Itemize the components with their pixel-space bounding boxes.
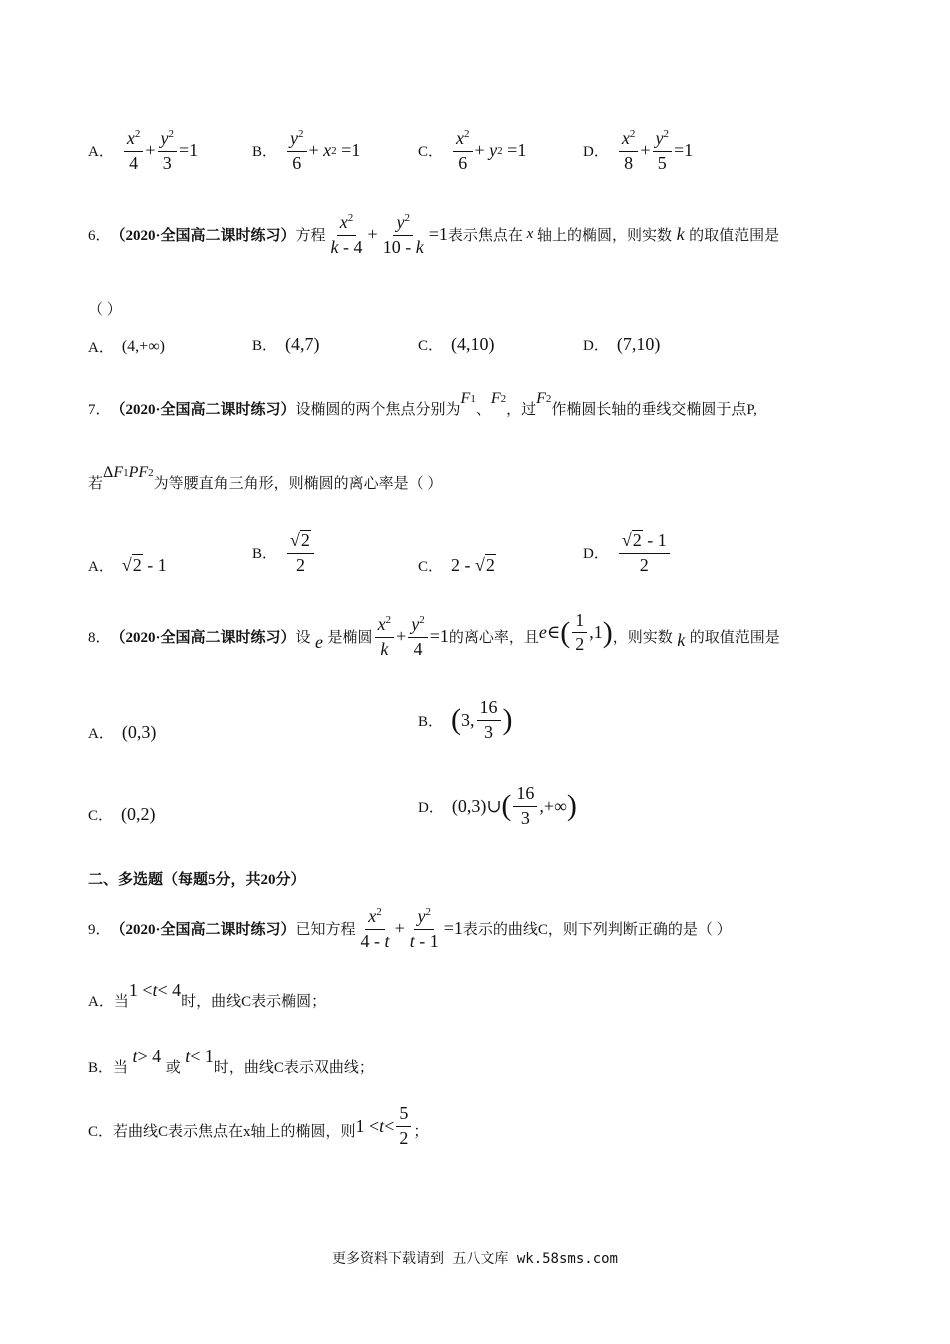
interval: (0,2) xyxy=(121,804,156,824)
q5-option-d xyxy=(583,128,693,174)
question-9 xyxy=(88,906,732,952)
equation: $\frac{x^2}{6}$ + y 2 =1 xyxy=(451,128,526,174)
q5-option-a xyxy=(88,128,198,174)
question-text: 设 xyxy=(295,630,311,647)
equation: $\frac{x^2}{4 - t}$ + $\frac{y^2}{t - 1}$ =1 xyxy=(360,906,463,951)
expression: √ 2 - 1 xyxy=(121,554,167,575)
option-label: C． xyxy=(418,558,444,575)
question-text: ，则实数 xyxy=(612,630,673,647)
separator: 、 xyxy=(475,402,491,418)
footer-text: 更多资料下载请到 五八文库 wk.58sms.com xyxy=(331,1251,618,1267)
condition: e ∈ ( $\frac{1}{2}$ ,1 ) xyxy=(538,609,613,655)
question-text: 作椭圆长轴的垂线交椭圆于点P, xyxy=(551,402,757,418)
equation: $\frac{x^2}{4}$ + $\frac{y^2}{3}$ =1 xyxy=(122,128,198,174)
q9-option-a: A．当 1 < t < 4 时，曲线C表示椭圆； xyxy=(88,980,327,1010)
question-number: 7． xyxy=(88,402,111,418)
option-text: 时，曲线C表示双曲线； xyxy=(213,1060,374,1076)
option-label: B．当 xyxy=(88,1060,129,1076)
q7-option-c xyxy=(418,554,496,576)
option-label: B． xyxy=(418,713,444,730)
option-text: 时，曲线C表示椭圆； xyxy=(181,994,327,1010)
question-text: 表示焦点在 xyxy=(447,228,523,245)
question-source: （2020·全国高二课时练习） xyxy=(110,228,296,245)
option-label: A． xyxy=(88,144,114,161)
option-label: B． xyxy=(252,144,278,161)
question-text: 的离心率，且 xyxy=(448,630,539,647)
question-source: （2020·全国高二课时练习） xyxy=(110,402,296,418)
option-label: D． xyxy=(418,799,444,816)
question-text: ，过 xyxy=(506,402,537,418)
answer-paren: （ ） xyxy=(88,302,122,318)
interval: (4,+∞) xyxy=(121,337,165,355)
equation: $\frac{y^2}{6}$ + x 2 =1 xyxy=(285,128,360,174)
interval: (0,3) xyxy=(121,722,157,742)
q7-option-d xyxy=(583,530,672,576)
q7-option-b xyxy=(252,530,316,576)
q6-option-b xyxy=(252,334,320,355)
option-label: C． xyxy=(418,338,444,354)
question-text: 的取值范围是 xyxy=(689,630,780,647)
question-number: 8． xyxy=(88,630,111,647)
option-label: C．若曲线C表示焦点在x轴上的椭圆，则 xyxy=(88,1123,356,1140)
equation: $\frac{x^2}{8}$ + $\frac{y^2}{5}$ =1 xyxy=(617,128,693,174)
section-title: 二、多选题（每题5分，共20分） xyxy=(88,872,306,888)
option-label: B． xyxy=(252,338,278,354)
option-text: 或 xyxy=(165,1060,181,1076)
question-text: 已知方程 xyxy=(295,922,356,939)
question-source: （2020·全国高二课时练习） xyxy=(110,922,296,939)
option-label: C． xyxy=(418,144,444,161)
equation: $\frac{x^2}{k}$ + $\frac{y^2}{4}$ =1 xyxy=(373,614,449,660)
q6-option-c xyxy=(418,334,495,355)
q9-option-c: C．若曲线C表示焦点在x轴上的椭圆，则 1 < t < $\frac{5}{2}$ ； xyxy=(88,1103,429,1148)
interval: (4,7) xyxy=(285,334,320,354)
q8-option-d xyxy=(418,784,577,829)
q8-option-b xyxy=(418,698,513,743)
q6-option-a xyxy=(88,336,165,357)
question-text: 轴上的椭圆，则实数 xyxy=(537,228,673,245)
question-6: 6． （2020·全国高二课时练习） 方程 $\frac{x^2}{k - 4}$ + $\frac{y^2}{10 - k}$ =1 表示焦点在 x 轴上的椭圆，则实数 k 的取值范围是 xyxy=(88,212,780,257)
question-8: 8． （2020·全国高二课时练习） 设 e 是椭圆 $\frac{x^2}{k}$ + $\frac{y^2}{4}$ =1 的离心率，且 e ∈ ( $\frac{1}{2}$ ,1 ) ，则实数 k 的取值范围是 xyxy=(88,609,780,659)
q5-option-c xyxy=(418,128,526,174)
question-text: 若 xyxy=(88,476,104,492)
equation: $\frac{x^2}{k - 4}$ + $\frac{y^2}{10 - k}$ =1 xyxy=(330,212,448,257)
expression: √ 2 2 xyxy=(285,530,316,576)
q7-option-a xyxy=(88,554,167,576)
interval: ( 3, $\frac{16}{3}$ ) xyxy=(451,697,513,742)
interval: (4,10) xyxy=(451,334,495,354)
question-number: 9． xyxy=(88,922,111,939)
question-text: 表示的曲线C，则下列判断正确的是（ ） xyxy=(462,922,732,939)
option-label: A． xyxy=(88,726,114,742)
question-text: 的取值范围是 xyxy=(689,228,780,245)
question-text: 设椭圆的两个焦点分别为 xyxy=(295,402,461,418)
q8-option-a xyxy=(88,722,156,743)
q9-option-b: B．当 t > 4 或 t < 1 时，曲线C表示双曲线； xyxy=(88,1046,374,1076)
question-7: 7． （2020·全国高二课时练习） 设椭圆的两个焦点分别为 F 1 、 F 2 ，过 F 2 作椭圆长轴的垂线交椭圆于点P, xyxy=(88,389,757,418)
expression: √ 2 - 1 2 xyxy=(617,530,672,576)
option-label: A．当 xyxy=(88,994,129,1010)
question-7-line2: 若 Δ F 1 PF 2 为等腰直角三角形，则椭圆的离心率是（ ） xyxy=(88,463,443,492)
option-label: A． xyxy=(88,340,114,356)
option-label: D． xyxy=(583,338,609,354)
option-text: ； xyxy=(413,1123,429,1140)
q6-option-d xyxy=(583,334,660,355)
question-source: （2020·全国高二课时练习） xyxy=(110,630,296,647)
q5-option-b xyxy=(252,128,360,174)
question-text: 方程 xyxy=(295,228,326,245)
question-text: 是椭圆 xyxy=(327,630,373,647)
question-text: 为等腰直角三角形，则椭圆的离心率是（ ） xyxy=(153,476,443,492)
q8-option-c xyxy=(88,804,156,825)
interval: (0,3)∪ ( $\frac{16}{3}$ ,+∞ ) xyxy=(451,783,577,828)
option-label: C． xyxy=(88,808,114,824)
expression: 2 - √ 2 xyxy=(451,554,495,575)
option-label: D． xyxy=(583,546,609,563)
interval: (7,10) xyxy=(616,334,661,354)
question-number: 6． xyxy=(88,228,111,245)
option-label: A． xyxy=(88,558,114,575)
option-label: B． xyxy=(252,546,278,563)
option-label: D． xyxy=(583,144,609,161)
